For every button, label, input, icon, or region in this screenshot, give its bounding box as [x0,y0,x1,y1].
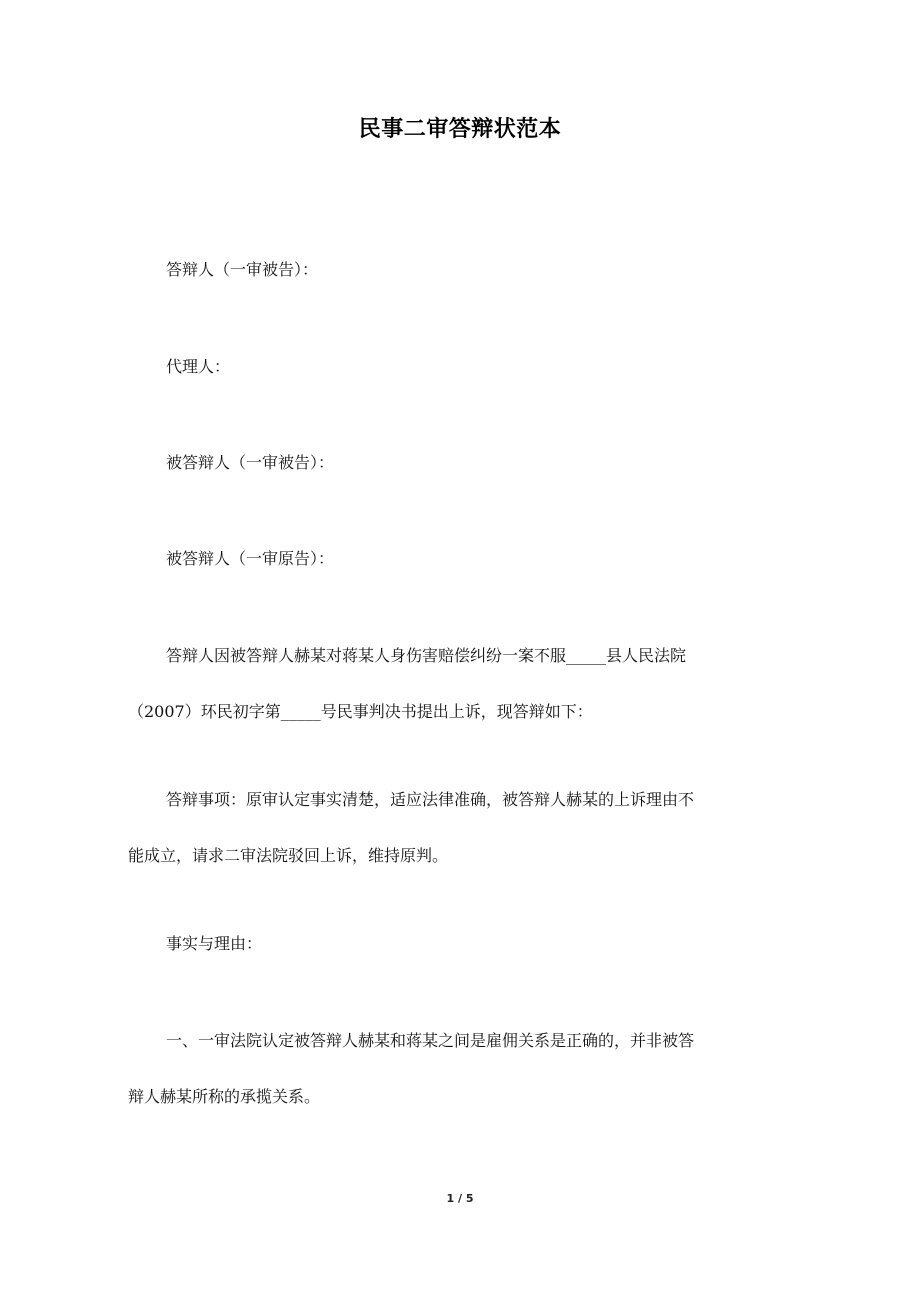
point-one-paragraph [128,1013,788,1125]
paragraph-line: （2007）环民初字第_____号民事判决书提出上诉，现答辩如下： [128,702,593,721]
page-indicator: 1 / 5 [446,1192,474,1205]
document-title: 民事二审答辩状范本 [358,117,562,142]
paragraph-line: 被答辩人（一审原告）： [166,549,335,568]
paragraph-line: 辩人赫某所称的承揽关系。 [128,1087,321,1106]
paragraph-line: 能成立，请求二审法院驳回上诉，维持原判。 [128,846,449,865]
paragraph-line: 事实与理由： [166,934,263,953]
respondee-defendant-paragraph [128,435,788,491]
defense-items-paragraph [128,772,788,884]
paragraph-line: 一、一审法院认定被答辩人赫某和蒋某之间是雇佣关系是正确的，并非被答 [166,1031,695,1050]
paragraph-line: 被答辩人（一审被告）： [166,453,335,472]
agent-paragraph [128,339,788,395]
facts-heading-paragraph [128,916,788,972]
case-intro-paragraph [128,628,788,740]
paragraph-line: 答辩事项：原审认定事实清楚，适应法律准确，被答辩人赫某的上诉理由不 [166,790,695,809]
respondent-paragraph [128,242,788,298]
paragraph-line: 答辩人（一审被告）： [166,260,319,279]
paragraph-line: 答辩人因被答辩人赫某对蒋某人身伤害赔偿纠纷一案不服_____县人民法院 [166,646,687,665]
paragraph-line: 代理人： [166,357,231,376]
respondee-plaintiff-paragraph [128,531,788,587]
